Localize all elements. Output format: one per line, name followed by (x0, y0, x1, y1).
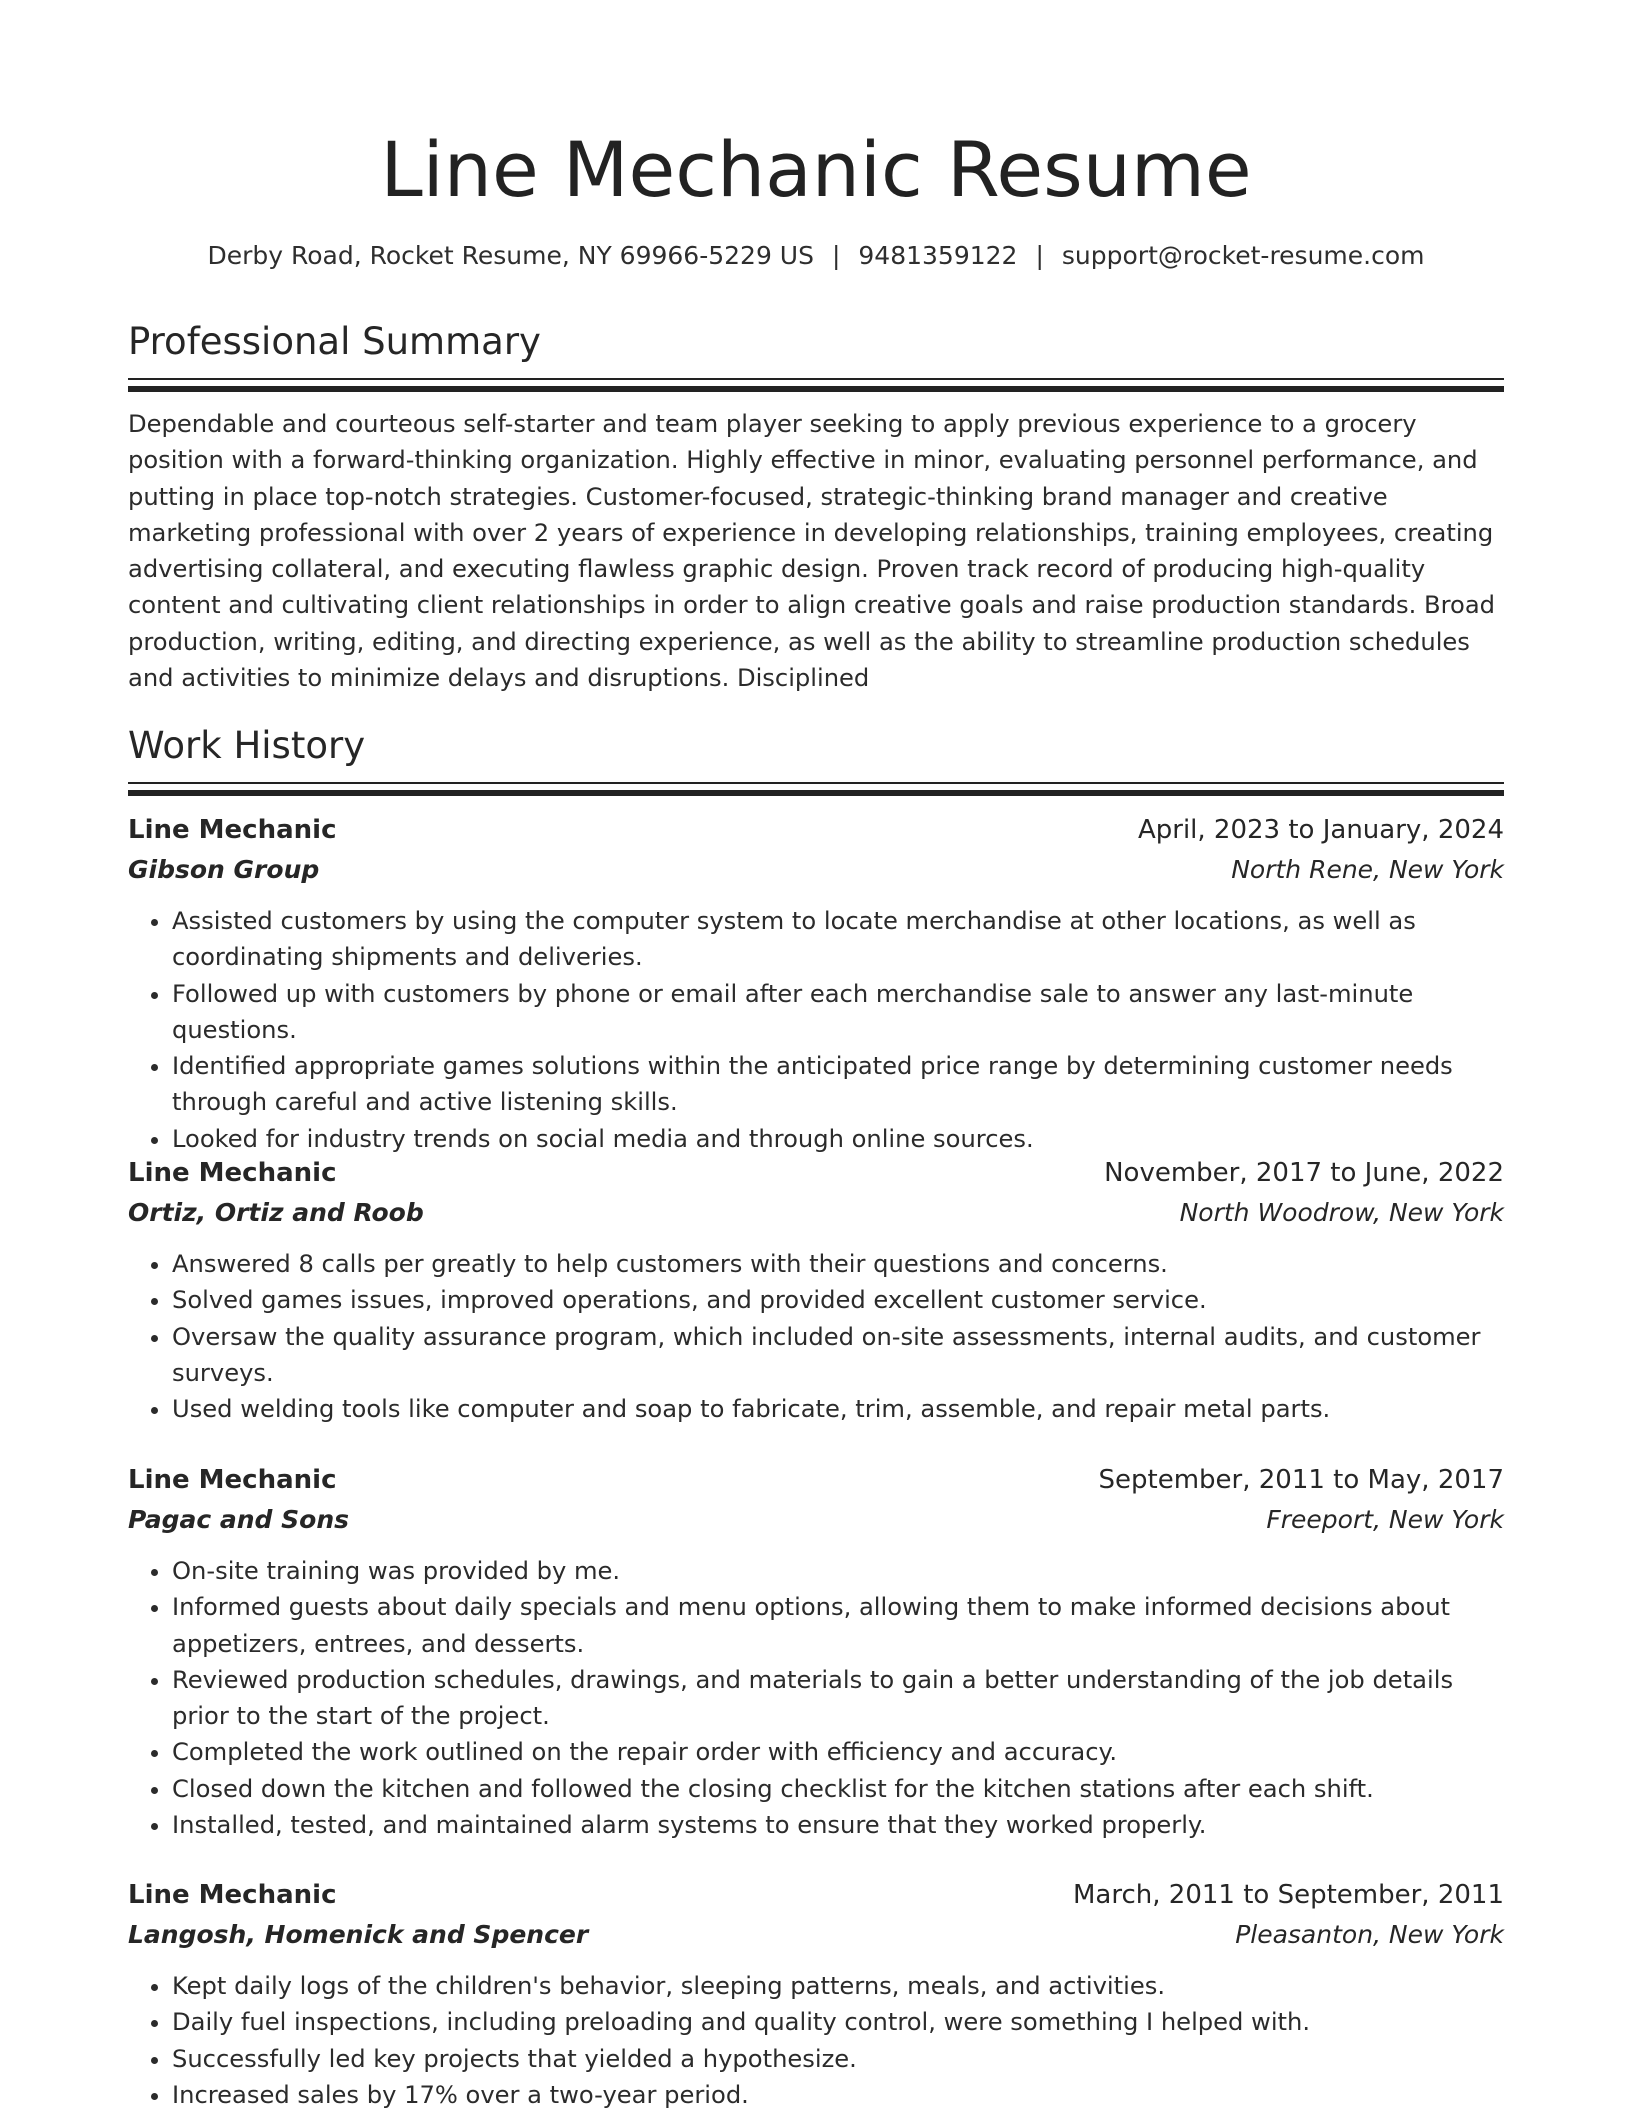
job-title: Line Mechanic (128, 1880, 337, 1910)
job-title: Line Mechanic (128, 1465, 337, 1495)
list-item: • Closed down the kitchen and followed the closing checklist for the kitchen stations after each shift. (172, 1771, 1504, 1807)
list-item: • Successfully led key projects that yielded a hypothesize. (172, 2041, 1504, 2077)
job-dates: April, 2023 to January, 2024 (1137, 815, 1504, 845)
job-bullets (128, 903, 1504, 1157)
job-company: Langosh, Homenick and Spencer (128, 1920, 589, 1949)
list-item: • Assisted customers by using the computer system to locate merchandise at other locations, as well as coordinating shipments and deliveries. (172, 903, 1504, 976)
work-history-heading: Work History (128, 724, 366, 767)
job-entry (128, 1461, 1504, 1843)
job-entry (128, 1876, 1504, 2113)
list-item: • Oversaw the quality assurance program, which included on-site assessments, internal audits, and customer surveys. (172, 1319, 1504, 1392)
job-location: North Woodrow, New York (1179, 1198, 1504, 1227)
job-dates: November, 2017 to June, 2022 (1104, 1158, 1504, 1188)
list-item: • Followed up with customers by phone or email after each merchandise sale to answer any last-minute questions. (172, 976, 1504, 1049)
job-location: Pleasanton, New York (1235, 1920, 1504, 1949)
contact-separator: | (831, 241, 841, 270)
job-bullets (128, 1246, 1504, 1427)
summary-divider (128, 378, 1504, 392)
list-item: • Answered 8 calls per greatly to help customers with their questions and concerns. (172, 1246, 1504, 1282)
list-item: • Installed, tested, and maintained alarm systems to ensure that they worked properly. (172, 1807, 1504, 1843)
list-item: • Informed guests about daily specials and menu options, allowing them to make informed decisions about appetizers, entrees, and desserts. (172, 1589, 1504, 1662)
list-item: • Solved games issues, improved operations, and provided excellent customer service. (172, 1282, 1504, 1318)
job-dates: September, 2011 to May, 2017 (1098, 1465, 1504, 1495)
list-item: • Looked for industry trends on social media and through online sources. (172, 1121, 1504, 1157)
list-item: • Reviewed production schedules, drawings, and materials to gain a better understanding of the job details prior to the start of the project. (172, 1662, 1504, 1735)
job-bullets (128, 1968, 1504, 2113)
job-company: Ortiz, Ortiz and Roob (128, 1198, 424, 1227)
list-item: • Increased sales by 17% over a two-year period. (172, 2077, 1504, 2113)
summary-text: Dependable and courteous self-starter and team player seeking to apply previous experience to a grocery position with a forward-thinking organization. Highly effective in minor, evaluating personnel performance, and putting in place top-notch strategies. Customer-focused, strategic-thinking brand manager and creative marketing professional with over 2 years of experience in developing relationships, training employees, creating advertising collateral, and executing flawless graphic design. Proven track record of producing high-quality content and cultivating client relationships in order to align creative goals and raise production standards. Broad production, writing, editing, and directing experience, as well as the ability to streamline production schedules and activities to minimize delays and disruptions. Disciplined (128, 410, 1496, 693)
list-item: • Used welding tools like computer and soap to fabricate, trim, assemble, and repair metal parts. (172, 1391, 1504, 1427)
job-company: Pagac and Sons (128, 1505, 350, 1534)
contact-phone[interactable]: 9481359122 (858, 241, 1018, 270)
job-entry (128, 811, 1504, 1157)
list-item: • Daily fuel inspections, including preloading and quality control, were something I helped with. (172, 2004, 1504, 2040)
work-history-divider (128, 782, 1504, 796)
job-entry (128, 1154, 1504, 1427)
list-item: • Completed the work outlined on the repair order with efficiency and accuracy. (172, 1734, 1504, 1770)
list-item: • On-site training was provided by me. (172, 1553, 1504, 1589)
list-item: • Identified appropriate games solutions within the anticipated price range by determining customer needs through careful and active listening skills. (172, 1048, 1504, 1121)
summary-heading: Professional Summary (128, 320, 541, 363)
list-item: • Kept daily logs of the children's behavior, sleeping patterns, meals, and activities. (172, 1968, 1504, 2004)
contact-email[interactable]: support@rocket-resume.com (1061, 241, 1425, 270)
job-title: Line Mechanic (128, 1158, 337, 1188)
job-company: Gibson Group (128, 855, 320, 884)
job-dates: March, 2011 to September, 2011 (1073, 1880, 1504, 1910)
job-bullets (128, 1553, 1504, 1843)
resume-name: Line Mechanic Resume (380, 125, 1252, 214)
contact-line (0, 238, 1632, 274)
job-location: Freeport, New York (1266, 1505, 1504, 1534)
contact-address: Derby Road, Rocket Resume, NY 69966-5229 US (207, 241, 814, 270)
contact-separator: | (1035, 241, 1044, 270)
job-title: Line Mechanic (128, 815, 337, 845)
job-location: North Rene, New York (1231, 855, 1504, 884)
